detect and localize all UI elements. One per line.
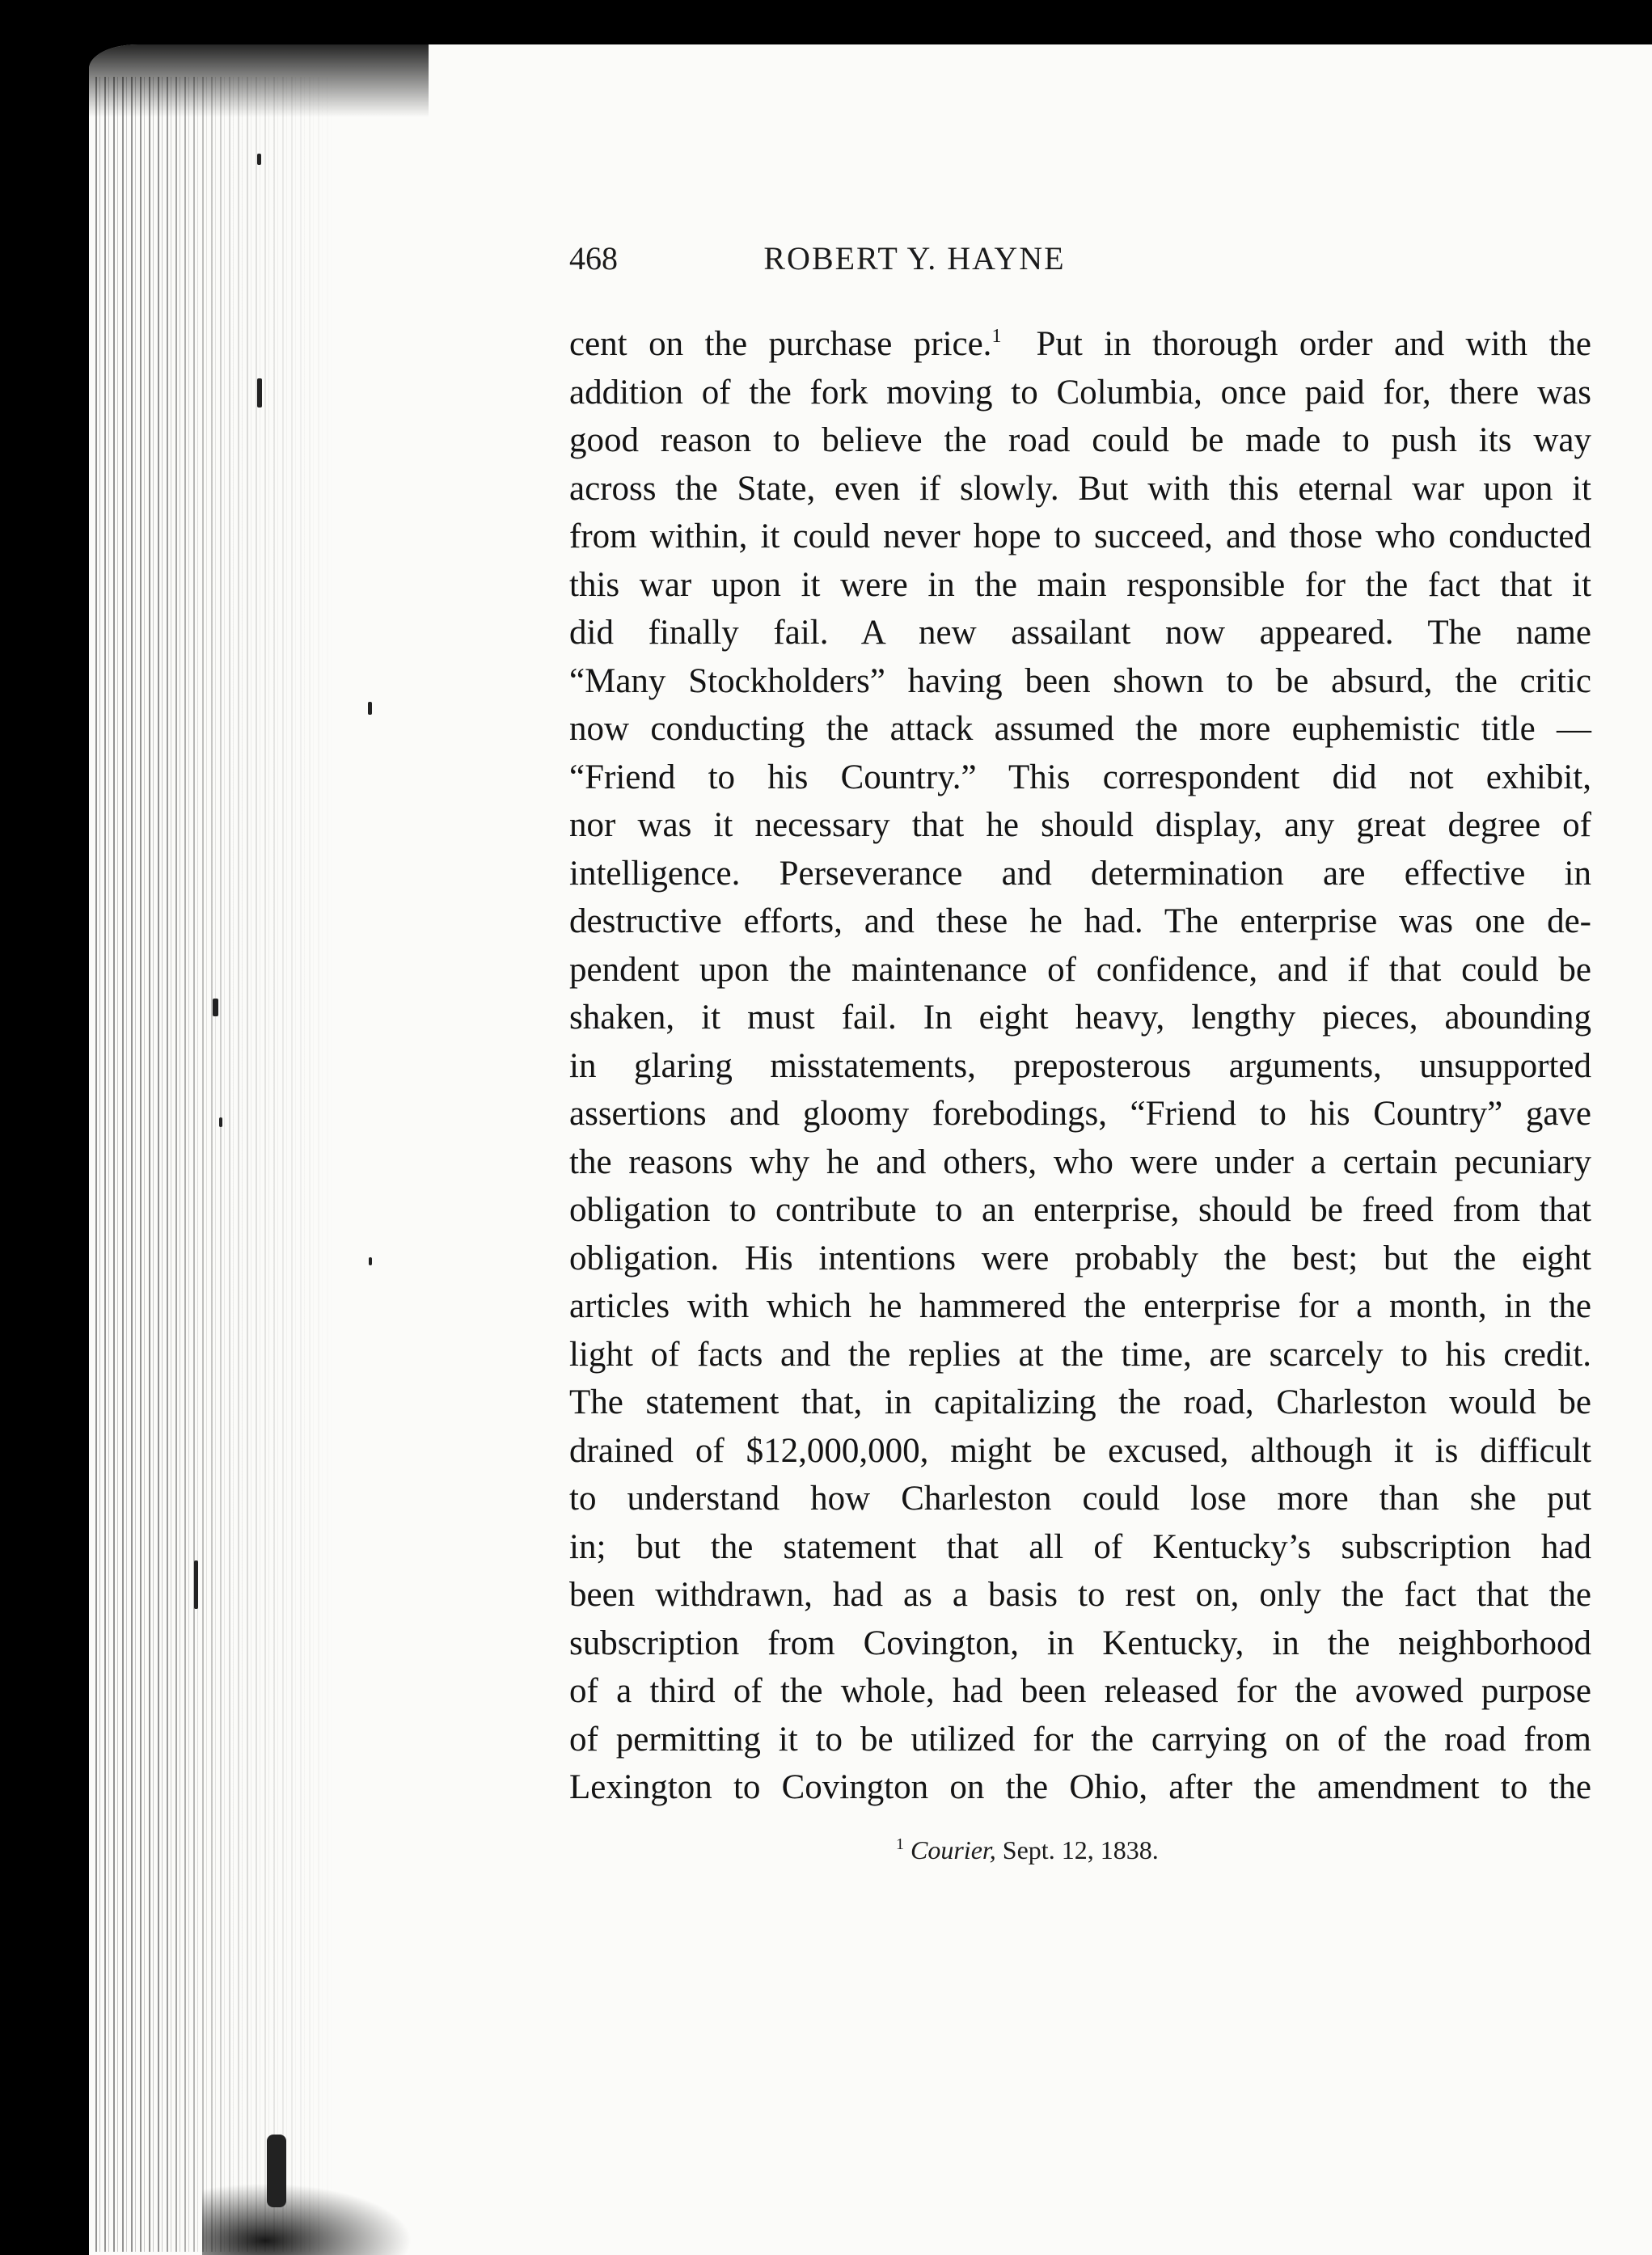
footnote-date: Sept. 12, 1838. (1002, 1835, 1159, 1864)
footnote-mark: 1 (896, 1835, 904, 1853)
text-line-content: the reasons why he and others, who were under a certain pecuniary (569, 1142, 1591, 1181)
text-line-content: of a third of the whole, had been released for the avowed purpose (569, 1672, 1591, 1710)
text-line (569, 609, 1591, 657)
text-line-content: nor was it necessary that he should display, any great degree of (569, 806, 1591, 844)
text-line-content: The statement that, in capitalizing the road, Charleston would be (569, 1383, 1591, 1421)
text-line-content: drained of $12,000,000, might be excused, although it is difficult (569, 1431, 1591, 1470)
text-line (569, 1042, 1591, 1091)
text-line-content: this war upon it were in the main responsible for the fact that it (569, 565, 1591, 604)
page-number: 468 (569, 240, 618, 277)
text-line (569, 1282, 1591, 1331)
text-line-content: light of facts and the replies at the time, are scarcely to his credit. (569, 1335, 1591, 1374)
text-line (569, 801, 1591, 850)
text-line-content: been withdrawn, had as a basis to rest on, only the fact that the (569, 1576, 1591, 1614)
text-line (569, 1138, 1591, 1187)
text-line (569, 705, 1591, 754)
dust-speck (257, 154, 261, 165)
text-line (569, 1090, 1591, 1138)
text-line-content: pendent upon the maintenance of confidence, and if that could be (569, 950, 1591, 989)
text-line-content: good reason to believe the road could be made to push its way (569, 421, 1591, 459)
text-line (569, 1379, 1591, 1427)
text-line-content: subscription from Covington, in Kentucky, in the neighborhood (569, 1624, 1591, 1662)
text-line (569, 465, 1591, 513)
text-line-content: intelligence. Perseverance and determination are effective in (569, 854, 1591, 893)
footnote-source: Courier, (911, 1835, 996, 1864)
text-line (569, 561, 1591, 610)
text-line-content: addition of the fork moving to Columbia, once paid for, there was (569, 373, 1591, 412)
text-line (569, 897, 1591, 946)
text-line (569, 1763, 1591, 1812)
body-text (569, 320, 1591, 1812)
text-line-continuation: Put in thorough order and with the (1036, 325, 1591, 363)
footnote (896, 1835, 1159, 1865)
text-line (569, 657, 1591, 706)
text-line-content: in; but the statement that all of Kentucky’s subscription had (569, 1527, 1591, 1566)
text-line-content: Lexington to Covington on the Ohio, after the amendment to the (569, 1768, 1591, 1806)
text-line-content: shaken, it must fail. In eight heavy, lengthy pieces, abounding (569, 999, 1591, 1037)
text-line (569, 369, 1591, 417)
text-line (569, 1427, 1591, 1476)
dust-speck (257, 378, 262, 408)
text-line (569, 1186, 1591, 1235)
text-line-content: assertions and gloomy forebodings, “Friend to his Country” gave (569, 1095, 1591, 1133)
text-line (569, 1571, 1591, 1619)
dust-speck (369, 1257, 372, 1265)
text-line (569, 994, 1591, 1042)
text-line-content: to understand how Charleston could lose more than she put (569, 1480, 1591, 1518)
text-line (569, 1523, 1591, 1572)
text-line-content: obligation to contribute to an enterprise, should be freed from that (569, 1191, 1591, 1229)
text-line (569, 1331, 1591, 1379)
note-reference-mark: 1 (991, 326, 1002, 347)
dust-speck (213, 999, 218, 1016)
text-line (569, 754, 1591, 802)
text-line (569, 1475, 1591, 1523)
dust-speck (267, 2135, 286, 2207)
text-line (569, 850, 1591, 898)
dust-speck (194, 1560, 198, 1609)
binding-shadow (202, 2183, 412, 2255)
running-head (569, 239, 1260, 288)
text-line-content: now conducting the attack assumed the more euphemistic title — (569, 710, 1591, 748)
text-line (569, 1235, 1591, 1283)
text-line-content: across the State, even if slowly. But with this eternal war upon it (569, 469, 1591, 508)
text-line-content: cent on the purchase price. (569, 325, 992, 363)
text-line-content: obligation. His intentions were probably the best; but the eight (569, 1239, 1591, 1277)
top-edge-shadow (89, 44, 429, 117)
dust-speck (368, 702, 372, 715)
text-line-content: articles with which he hammered the enterprise for a month, in the (569, 1287, 1591, 1325)
running-title: ROBERT Y. HAYNE (763, 240, 1066, 277)
text-line-content: in glaring misstatements, preposterous arguments, unsupported (569, 1046, 1591, 1085)
text-line (569, 513, 1591, 561)
text-line-content: did finally fail. A new assailant now appeared. The name (569, 614, 1591, 652)
text-line (569, 1716, 1591, 1764)
text-line-content: destructive efforts, and these he had. The enterprise was one de- (569, 902, 1591, 940)
text-line-content: from within, it could never hope to succeed, and those who conducted (569, 517, 1591, 555)
page-edge-stack (95, 77, 338, 2252)
text-line (569, 416, 1591, 465)
text-line-content: “Many Stockholders” having been shown to be absurd, the critic (569, 661, 1591, 700)
text-line-content: “Friend to his Country.” This correspondent did not exhibit, (569, 758, 1591, 796)
text-line (569, 320, 1591, 369)
text-line-content: of permitting it to be utilized for the carrying on of the road from (569, 1720, 1591, 1759)
dust-speck (219, 1117, 222, 1127)
text-line (569, 1667, 1591, 1716)
text-line (569, 946, 1591, 994)
text-line (569, 1619, 1591, 1668)
